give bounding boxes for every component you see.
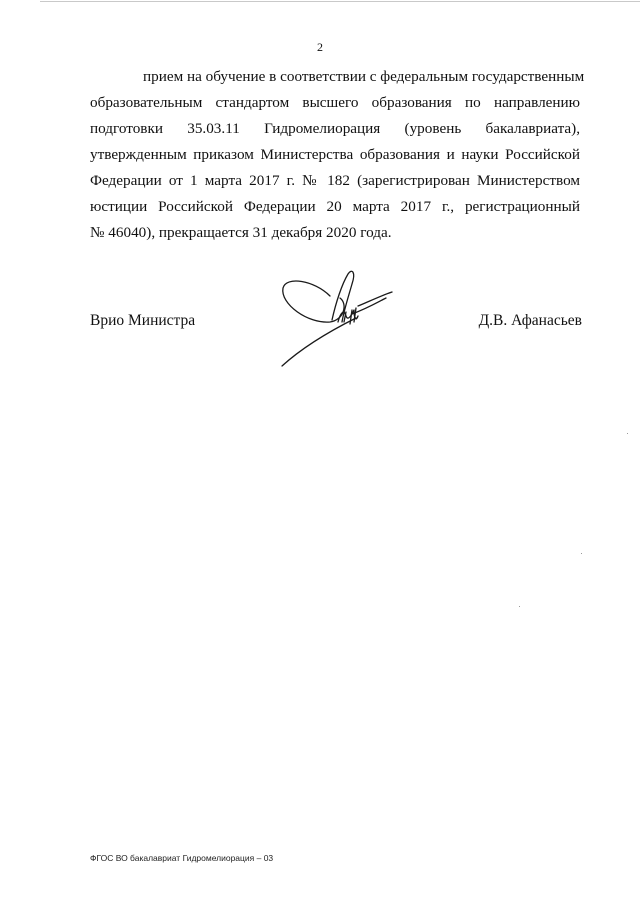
page-number: 2: [317, 40, 323, 54]
signatory-title: Врио Министра: [90, 312, 196, 329]
handwritten-signature: [268, 262, 398, 372]
body-line: утвержденным приказом Министерства образования и науки Российской: [90, 146, 580, 163]
body-line: образовательным стандартом высшего образования по направлению: [90, 94, 580, 111]
scan-speck: [627, 433, 628, 434]
signatory-name: Д.В. Афанасьев: [478, 312, 582, 329]
scan-speck: [581, 553, 582, 554]
body-paragraph: [90, 64, 585, 246]
body-line: прием на обучение в соответствии с федеральным государственным: [143, 68, 585, 85]
body-line: № 46040), прекращается 31 декабря 2020 года.: [90, 224, 392, 241]
scan-edge-line: [40, 1, 640, 2]
body-line: Федерации от 1 марта 2017 г. № 182 (зарегистрирован Министерством: [90, 172, 580, 189]
body-line: юстиции Российской Федерации 20 марта 2017 г., регистрационный: [90, 198, 580, 215]
scan-speck: [519, 606, 520, 607]
body-line: подготовки 35.03.11 Гидромелиорация (уровень бакалавриата),: [90, 120, 580, 137]
footer-document-code: ФГОС ВО бакалавриат Гидромелиорация – 03: [90, 853, 274, 863]
